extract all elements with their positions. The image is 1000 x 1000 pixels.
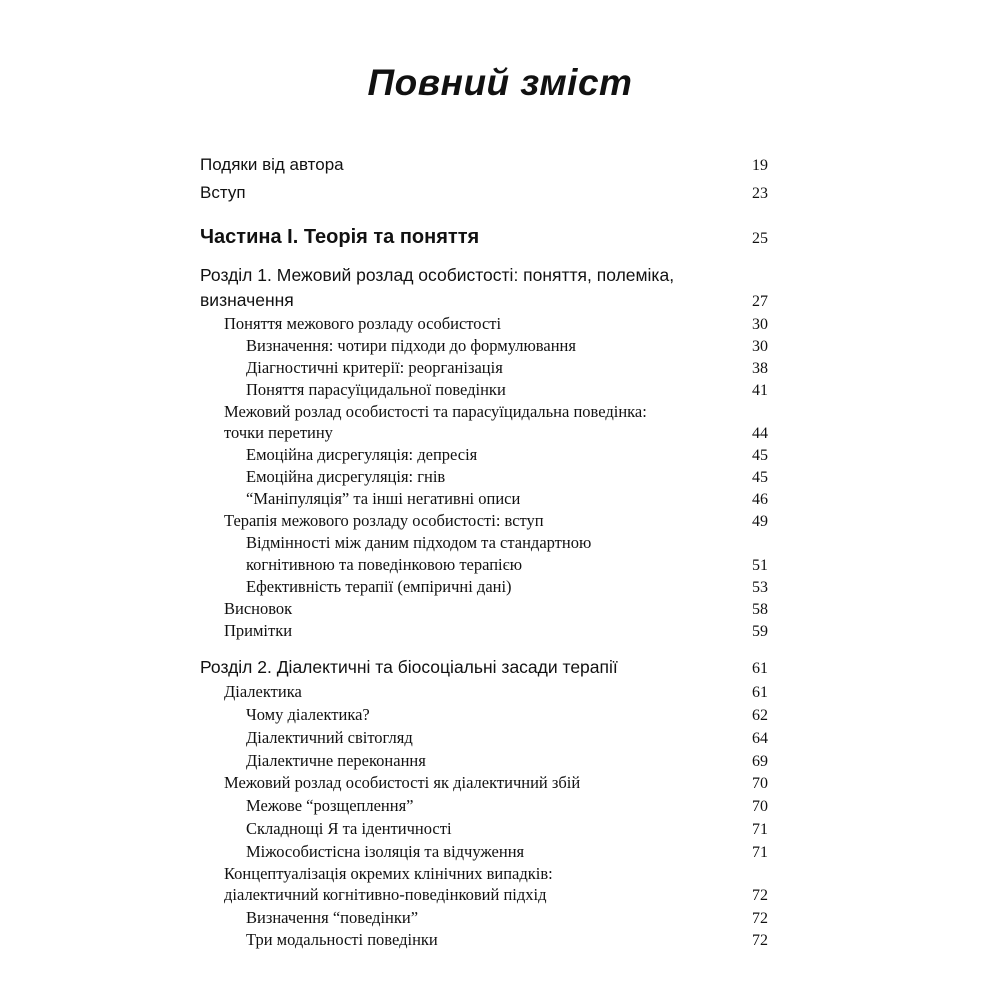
toc-entry-title: Межове “розщеплення” xyxy=(246,796,414,815)
toc-entry-page: 19 xyxy=(752,157,768,174)
toc-entry-page: 30 xyxy=(752,316,768,333)
toc-subsection[interactable] xyxy=(200,751,768,771)
toc-entry-title: Висновок xyxy=(224,599,293,618)
toc-entry-page: 51 xyxy=(752,557,768,574)
toc-entry-page: 72 xyxy=(752,932,768,949)
toc-subsection[interactable] xyxy=(200,842,768,862)
toc-entry-page: 30 xyxy=(752,338,768,355)
toc-entry-title: Поняття межового розладу особистості xyxy=(224,314,502,333)
toc-entry-page: 71 xyxy=(752,844,768,861)
toc-entry-page: 69 xyxy=(752,753,768,770)
toc-subsection[interactable] xyxy=(200,908,768,928)
toc-section[interactable] xyxy=(200,402,768,422)
toc-entry[interactable] xyxy=(200,155,768,175)
toc-subsection[interactable] xyxy=(200,445,768,465)
toc-section[interactable] xyxy=(200,599,768,619)
toc-entry-title: діалектичний когнітивно-поведінковий підхід xyxy=(224,885,547,904)
toc-section[interactable] xyxy=(200,864,768,884)
toc-entry-page: 58 xyxy=(752,601,768,618)
toc-subsection[interactable] xyxy=(200,930,768,950)
toc-entry-page: 64 xyxy=(752,730,768,747)
toc-entry-page: 45 xyxy=(752,469,768,486)
toc-section[interactable] xyxy=(200,621,768,641)
toc-entry-page: 41 xyxy=(752,382,768,399)
toc-part-heading[interactable] xyxy=(200,226,768,249)
toc-subsection[interactable] xyxy=(200,358,768,378)
toc-entry-page: 72 xyxy=(752,910,768,927)
toc-entry-title: Межовий розлад особистості як діалектичний збій xyxy=(224,773,581,792)
toc-subsection[interactable] xyxy=(200,489,768,509)
toc-subsection[interactable] xyxy=(200,336,768,356)
toc-chapter-heading[interactable] xyxy=(200,657,768,678)
toc-entry-title: Концептуалізація окремих клінічних випадків: xyxy=(224,864,553,883)
toc-entry-title: Відмінності між даним підходом та стандартною xyxy=(246,533,592,552)
toc-entry-page: 72 xyxy=(752,887,768,904)
toc-chapter-heading[interactable] xyxy=(200,265,768,286)
toc-entry-title: когнітивною та поведінковою терапією xyxy=(246,555,523,574)
toc-entry-title: Вступ xyxy=(200,183,246,202)
toc-entry-page: 49 xyxy=(752,513,768,530)
toc-entry-page: 38 xyxy=(752,360,768,377)
toc-subsection[interactable] xyxy=(200,467,768,487)
toc-entry-page: 44 xyxy=(752,425,768,442)
toc-entry-title: Подяки від автора xyxy=(200,155,344,174)
toc-entry-title: Межовий розлад особистості та парасуїцидальна поведінка: xyxy=(224,402,647,421)
toc-entry-page: 62 xyxy=(752,707,768,724)
toc-entry-title: Розділ 2. Діалектичні та біосоціальні засади терапії xyxy=(200,657,618,677)
toc-entry-page: 23 xyxy=(752,185,768,202)
toc-entry-page: 61 xyxy=(752,660,768,677)
toc-entry-title: точки перетину xyxy=(224,423,333,442)
toc-entry-title: Міжособистісна ізоляція та відчуження xyxy=(246,842,525,861)
toc-section[interactable] xyxy=(200,314,768,334)
toc-entry-title: Чому діалектика? xyxy=(246,705,370,724)
toc-entry-page: 46 xyxy=(752,491,768,508)
toc-entry-title: Емоційна дисрегуляція: гнів xyxy=(246,467,446,486)
toc-subsection[interactable] xyxy=(200,533,768,553)
toc-entry-page: 59 xyxy=(752,623,768,640)
toc-subsection[interactable] xyxy=(200,380,768,400)
toc-entry[interactable] xyxy=(200,183,768,203)
toc-section[interactable] xyxy=(200,423,768,443)
toc-entry-title: “Маніпуляція” та інші негативні описи xyxy=(246,489,521,508)
toc-section[interactable] xyxy=(200,511,768,531)
toc-entry-title: Розділ 1. Межовий розлад особистості: поняття, полеміка, xyxy=(200,265,675,285)
toc-entry-page: 70 xyxy=(752,775,768,792)
toc-entry-title: Терапія межового розладу особистості: вступ xyxy=(224,511,544,530)
toc-entry-page: 71 xyxy=(752,821,768,838)
toc-section[interactable] xyxy=(200,682,768,702)
toc-section[interactable] xyxy=(200,885,768,905)
toc-entry-page: 27 xyxy=(752,293,768,310)
toc-entry-title: Діалектика xyxy=(224,682,302,701)
toc-chapter-heading[interactable] xyxy=(200,290,768,311)
toc-entry-page: 70 xyxy=(752,798,768,815)
toc-subsection[interactable] xyxy=(200,796,768,816)
toc-entry-title: Три модальності поведінки xyxy=(246,930,438,949)
toc-subsection[interactable] xyxy=(200,728,768,748)
toc-subsection[interactable] xyxy=(200,819,768,839)
toc-entry-page: 25 xyxy=(752,230,768,247)
toc-entry-title: Визначення “поведінки” xyxy=(246,908,419,927)
toc-entry-title: Діалектичне переконання xyxy=(246,751,426,770)
toc-entry-title: Примітки xyxy=(224,621,293,640)
toc-subsection[interactable] xyxy=(200,577,768,597)
toc-entry-title: визначення xyxy=(200,290,294,310)
toc-entry-title: Частина I. Теорія та поняття xyxy=(200,226,480,248)
toc-entry-title: Поняття парасуїцидальної поведінки xyxy=(246,380,506,399)
toc-section[interactable] xyxy=(200,773,768,793)
toc-entry-page: 45 xyxy=(752,447,768,464)
toc-entry-title: Емоційна дисрегуляція: депресія xyxy=(246,445,478,464)
table-of-contents xyxy=(200,0,768,1000)
toc-entry-page: 53 xyxy=(752,579,768,596)
toc-entry-title: Визначення: чотири підходи до формулювання xyxy=(246,336,576,355)
toc-entry-title: Діалектичний світогляд xyxy=(246,728,413,747)
toc-entry-title: Ефективність терапії (емпіричні дані) xyxy=(246,577,512,596)
toc-entry-title: Діагностичні критерії: реорганізація xyxy=(246,358,503,377)
page-title: Повний зміст xyxy=(367,62,633,103)
toc-subsection[interactable] xyxy=(200,705,768,725)
toc-entry-title: Складнощі Я та ідентичності xyxy=(246,819,452,838)
toc-entry-page: 61 xyxy=(752,684,768,701)
toc-subsection[interactable] xyxy=(200,555,768,575)
